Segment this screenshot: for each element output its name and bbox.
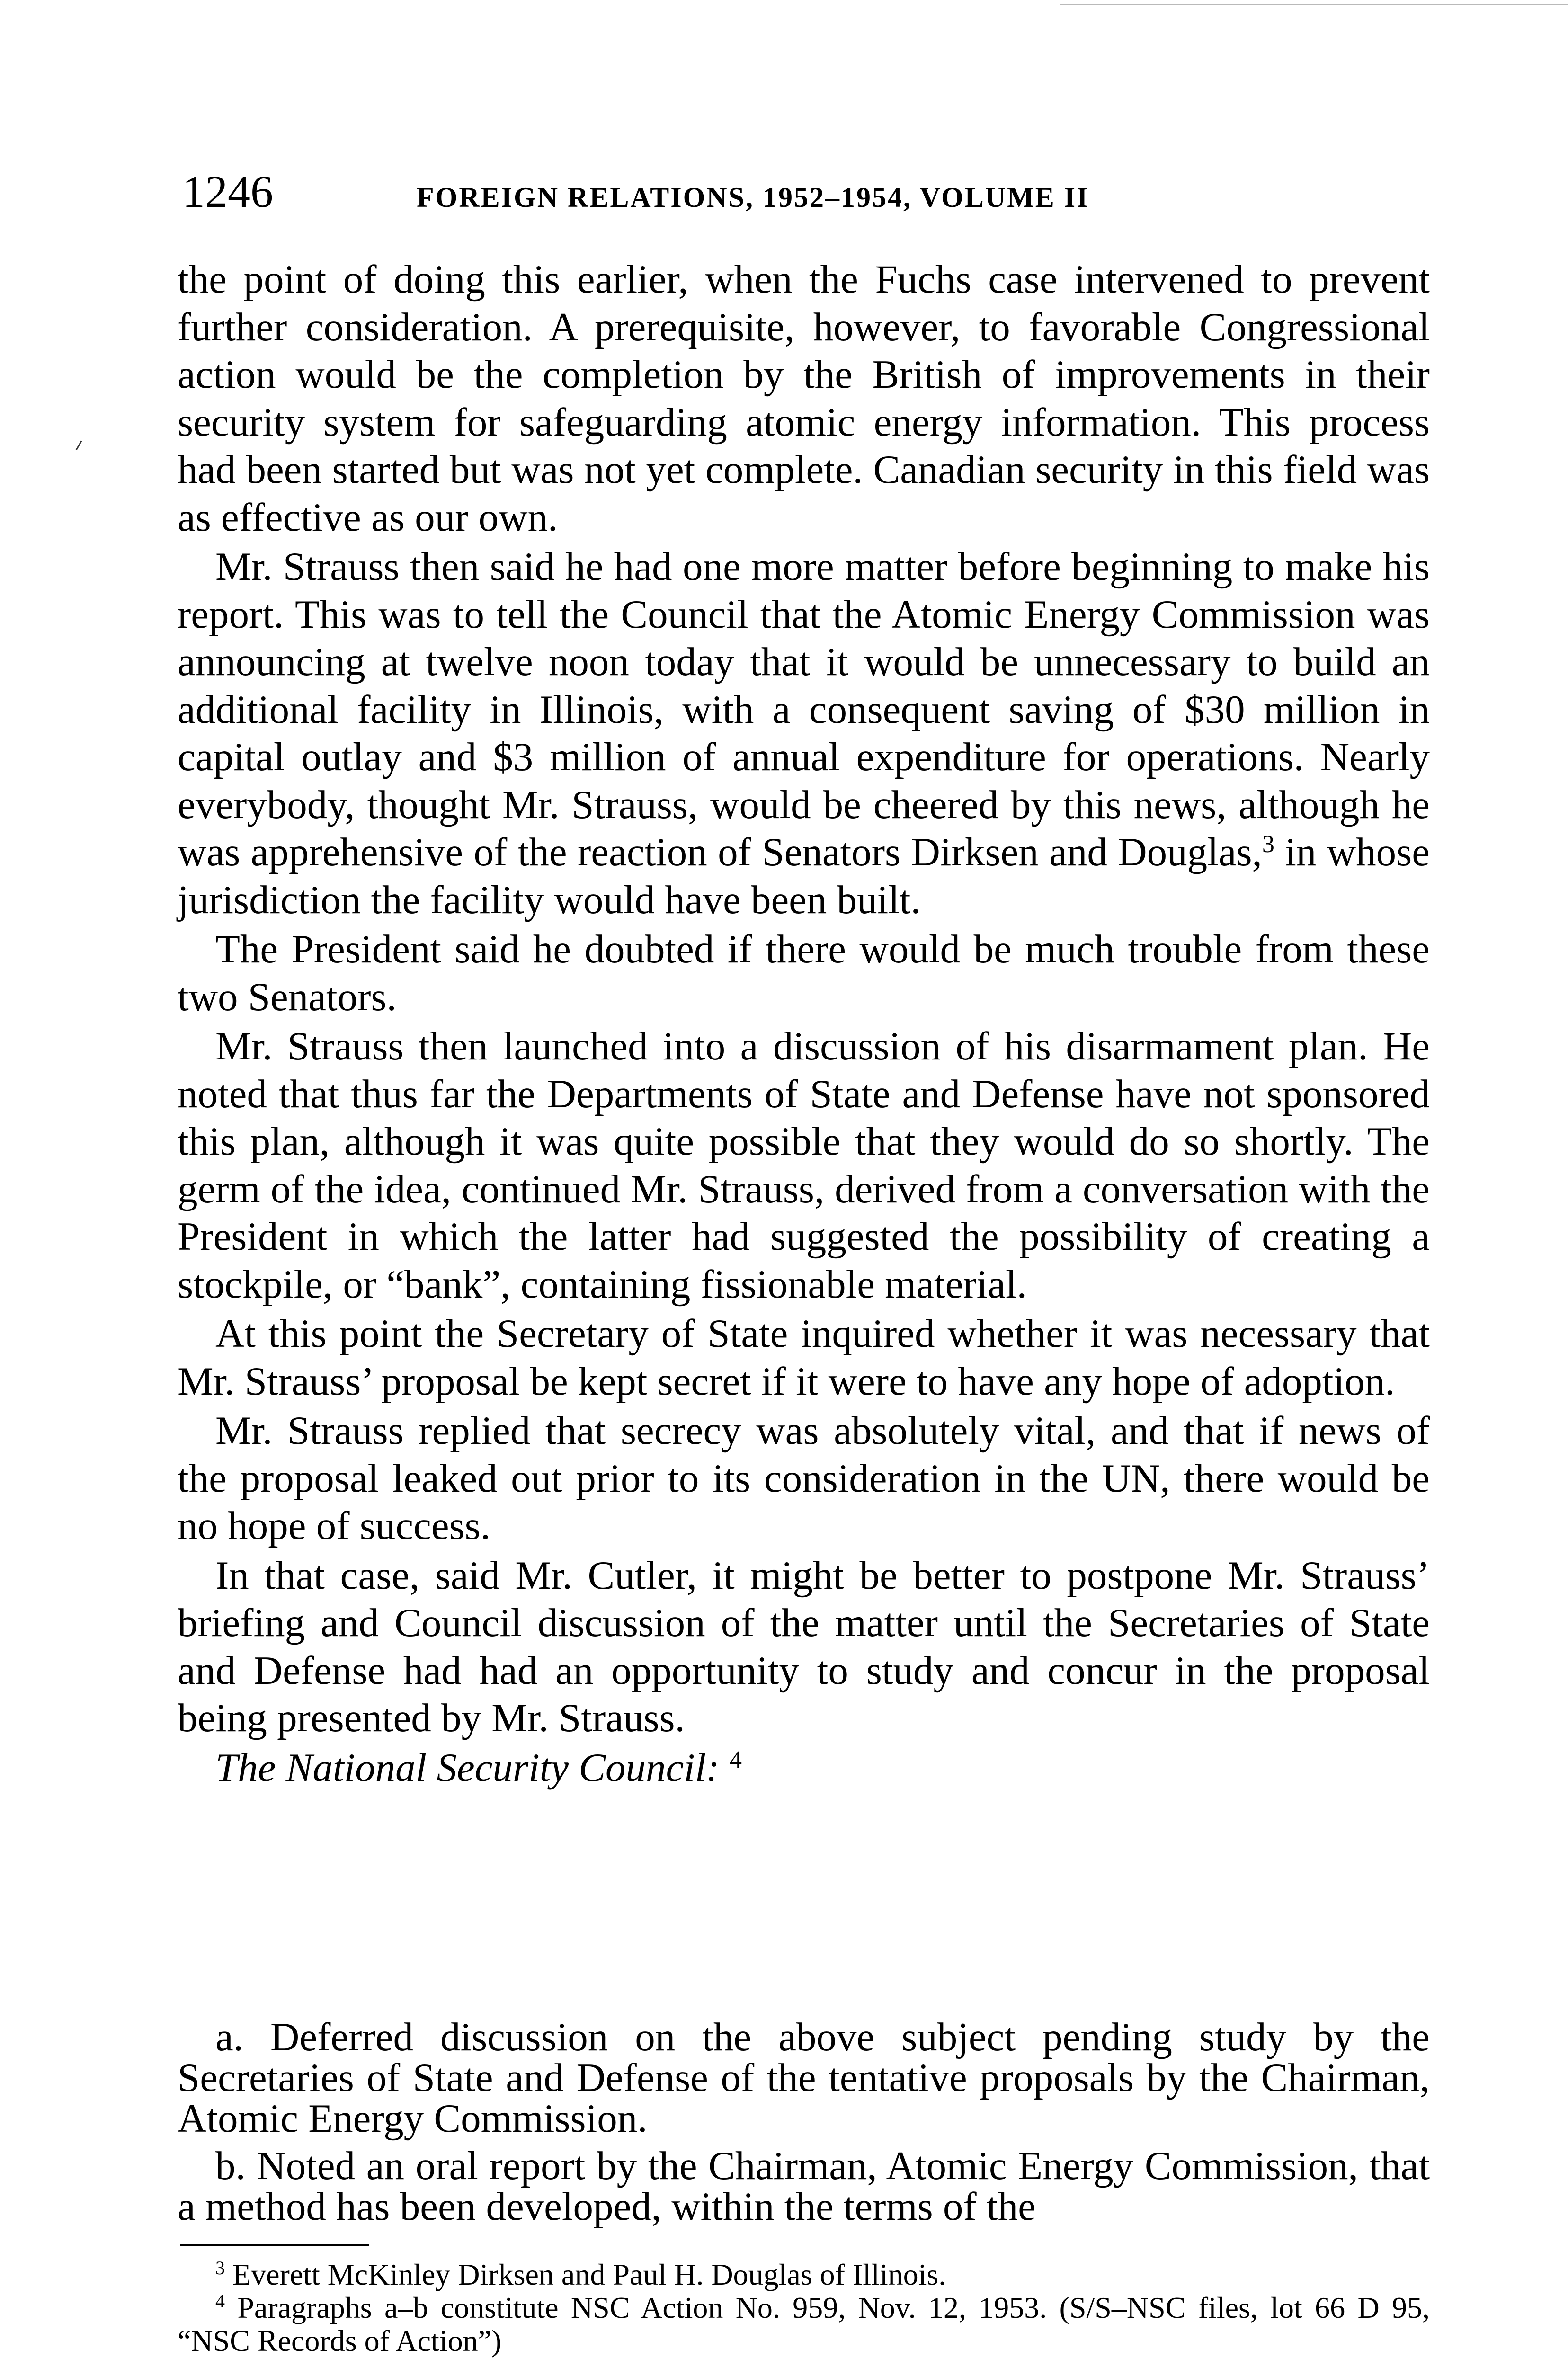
- stray-pen-mark: [76, 441, 82, 451]
- paragraph-cutler: In that case, said Mr. Cutler, it might be better to postpone Mr. Strauss’ briefing and Council discussion of the matter until the Secretaries of State and Defense had had an opportunity to study and concur in the proposal being presented by Mr. Strauss.: [178, 1553, 1430, 1740]
- body-text: [178, 256, 1430, 1791]
- footnote-rule: [180, 2244, 369, 2246]
- paragraph-president: The President said he doubted if there would be much trouble from these two Senators.: [178, 927, 1430, 1019]
- council-actions: [178, 2017, 1430, 2234]
- footnotes: [178, 2258, 1430, 2358]
- paragraph-text: Mr. Strauss then said he had one more matter before beginning to make his report. This was to tell the Council that the Atomic Energy Commission was announcing at twelve noon today that it would be unnecessary to build an additional facility in Illinois, with a consequent saving of $30 million in capital outlay and $3 million of annual expenditure for operations. Nearly everybody, thought Mr. Strauss, would be cheered by this news, although he was apprehensive of the reaction of Senators Dirksen and Douglas,: [178, 544, 1430, 874]
- footnote-4: [178, 2291, 1430, 2358]
- footnote-marker: 4: [215, 2290, 225, 2312]
- footnote-text: Paragraphs a–b constitute NSC Action No. 959, Nov. 12, 1953. (S/S–NSC files, lot 66 D 95, “NSC Records of Action”): [178, 2291, 1430, 2358]
- footnote-3: [178, 2258, 1430, 2291]
- page-header: [182, 161, 1432, 222]
- paragraph-secretary-inquiry: At this point the Secretary of State inquired whether it was necessary that Mr. Strauss’ proposal be kept secret if it were to have any hope of adoption.: [178, 1311, 1430, 1404]
- running-head: FOREIGN RELATIONS, 1952–1954, VOLUME II: [417, 182, 1089, 213]
- footnote-text: Everett McKinley Dirksen and Paul H. Douglas of Illinois.: [232, 2258, 946, 2291]
- paragraph-strauss-facility: [178, 543, 1430, 924]
- action-a: a. Deferred discussion on the above subject pending study by the Secretaries of State and Defense of the tentative proposals by the Chairman, Atomic Energy Commission.: [178, 2015, 1430, 2141]
- page-number: 1246: [182, 166, 273, 217]
- footnote-marker: 3: [215, 2257, 225, 2278]
- paragraph-continued: the point of doing this earlier, when the Fuchs case intervened to prevent further consideration. A prerequisite, however, to favorable Congressional action would be the completion by the British of improvements in their security system for safeguarding atomic energy information. This process had been started but was not yet complete. Canadian security in this field was as effective as our own.: [178, 257, 1430, 540]
- scan-edge-rule: [1060, 4, 1568, 5]
- footnote-ref-3[interactable]: 3: [1262, 831, 1274, 858]
- paragraph-disarmament-plan: Mr. Strauss then launched into a discussion of his disarmament plan. He noted that thus far the Departments of State and Defense have not sponsored this plan, although it was quite possible that they would do so shortly. The germ of the idea, continued Mr. Strauss, derived from a conversation with the President in which the latter had suggested the possibility of creating a stockpile, or “bank”, containing fissionable material.: [178, 1024, 1430, 1307]
- council-heading: [178, 1744, 1430, 1792]
- paragraph-text: in whose jurisdiction the facility would have been built.: [178, 830, 1430, 922]
- action-b: b. Noted an oral report by the Chairman, Atomic Energy Commission, that a method has been developed, within the terms of the: [178, 2144, 1430, 2229]
- council-heading-text: The National Security Council:: [215, 1745, 720, 1790]
- paragraph-secrecy: Mr. Strauss replied that secrecy was absolutely vital, and that if news of the proposal leaked out prior to its consideration in the UN, there would be no hope of success.: [178, 1408, 1430, 1548]
- footnote-ref-4[interactable]: 4: [730, 1746, 742, 1773]
